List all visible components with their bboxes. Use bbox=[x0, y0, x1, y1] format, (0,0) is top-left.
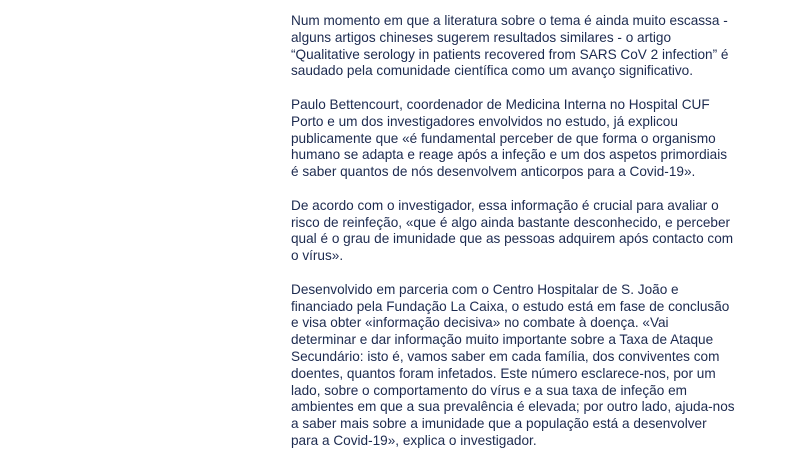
article-body bbox=[291, 13, 736, 450]
paragraph-literature: Num momento em que a literatura sobre o tema é ainda muito escassa - alguns artigos chineses sugerem resultados similares - o artigo “Qualitative serology in patients recovered from SARS CoV 2 infection” é saudado pela comunidade científica como um avanço significativo. bbox=[291, 13, 729, 79]
paragraph-bettencourt: Paulo Bettencourt, coordenador de Medicina Interna no Hospital CUF Porto e um dos investigadores envolvidos no estudo, já explicou publicamente que «é fundamental perceber de que forma o organismo humano se adapta e reage após a infeção e um dos aspetos primordiais é saber quantos de nós desenvolvem anticorpos para a Covid-19». bbox=[291, 96, 728, 180]
paragraph-reinfection: De acordo com o investigador, essa informação é crucial para avaliar o risco de reinfeção, «que é algo ainda bastante desconhecido, e perceber qual é o grau de imunidade que as pessoas adquirem após contacto com o vírus». bbox=[291, 197, 734, 264]
paragraph-study: Desenvolvido em parceria com o Centro Hospitalar de S. João e financiado pela Fundação La Caixa, o estudo está em fase de conclusão e visa obter «informação decisiva» no combate à doença. «Vai determinar e dar informação muito importante sobre a Taxa de Ataque Secundário: isto é, vamos saber em cada família, dos conviventes com doentes, quantos foram infetados. Este número esclarece-nos, por um lado, sobre o comportamento do vírus e a sua taxa de infeção em ambientes em que a sua prevalência é elevada; por outro lado, ajuda-nos a saber mais sobre a imunidade que a população está a desenvolver para a Covid-19», explica o investigador. bbox=[291, 281, 735, 448]
